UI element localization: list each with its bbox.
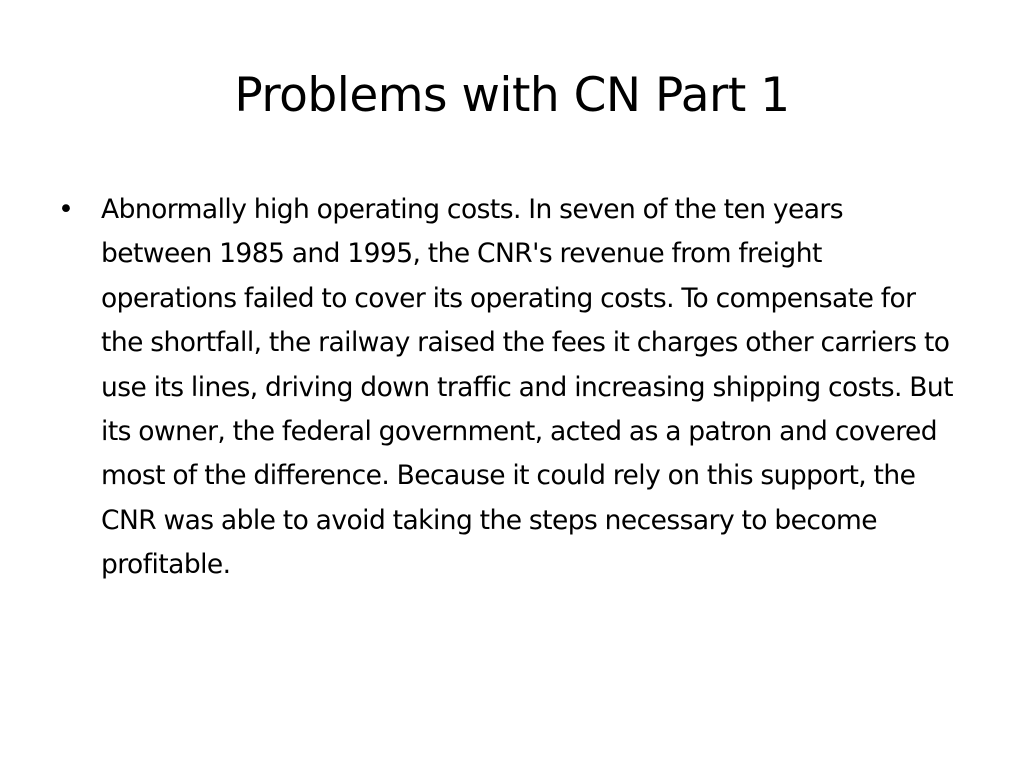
- slide-title: Problems with CN Part 1: [234, 68, 790, 123]
- bullet-text: Abnormally high operating costs. In seven of the ten years between 1985 and 1995, the CNR's revenue from freight operations failed to cover its operating costs. To compensate for the shortfall, the railway raised the fees it charges other carriers to use its lines, driving down traffic and increasing shipping costs. But its owner, the federal government, acted as a patron and covered most of the difference. Because it could rely on this support, the CNR was able to avoid taking the steps necessary to become profitable.: [101, 194, 954, 581]
- bullet-list: [58, 188, 958, 588]
- bullet-item: [58, 188, 958, 588]
- bullet-marker: •: [58, 194, 74, 225]
